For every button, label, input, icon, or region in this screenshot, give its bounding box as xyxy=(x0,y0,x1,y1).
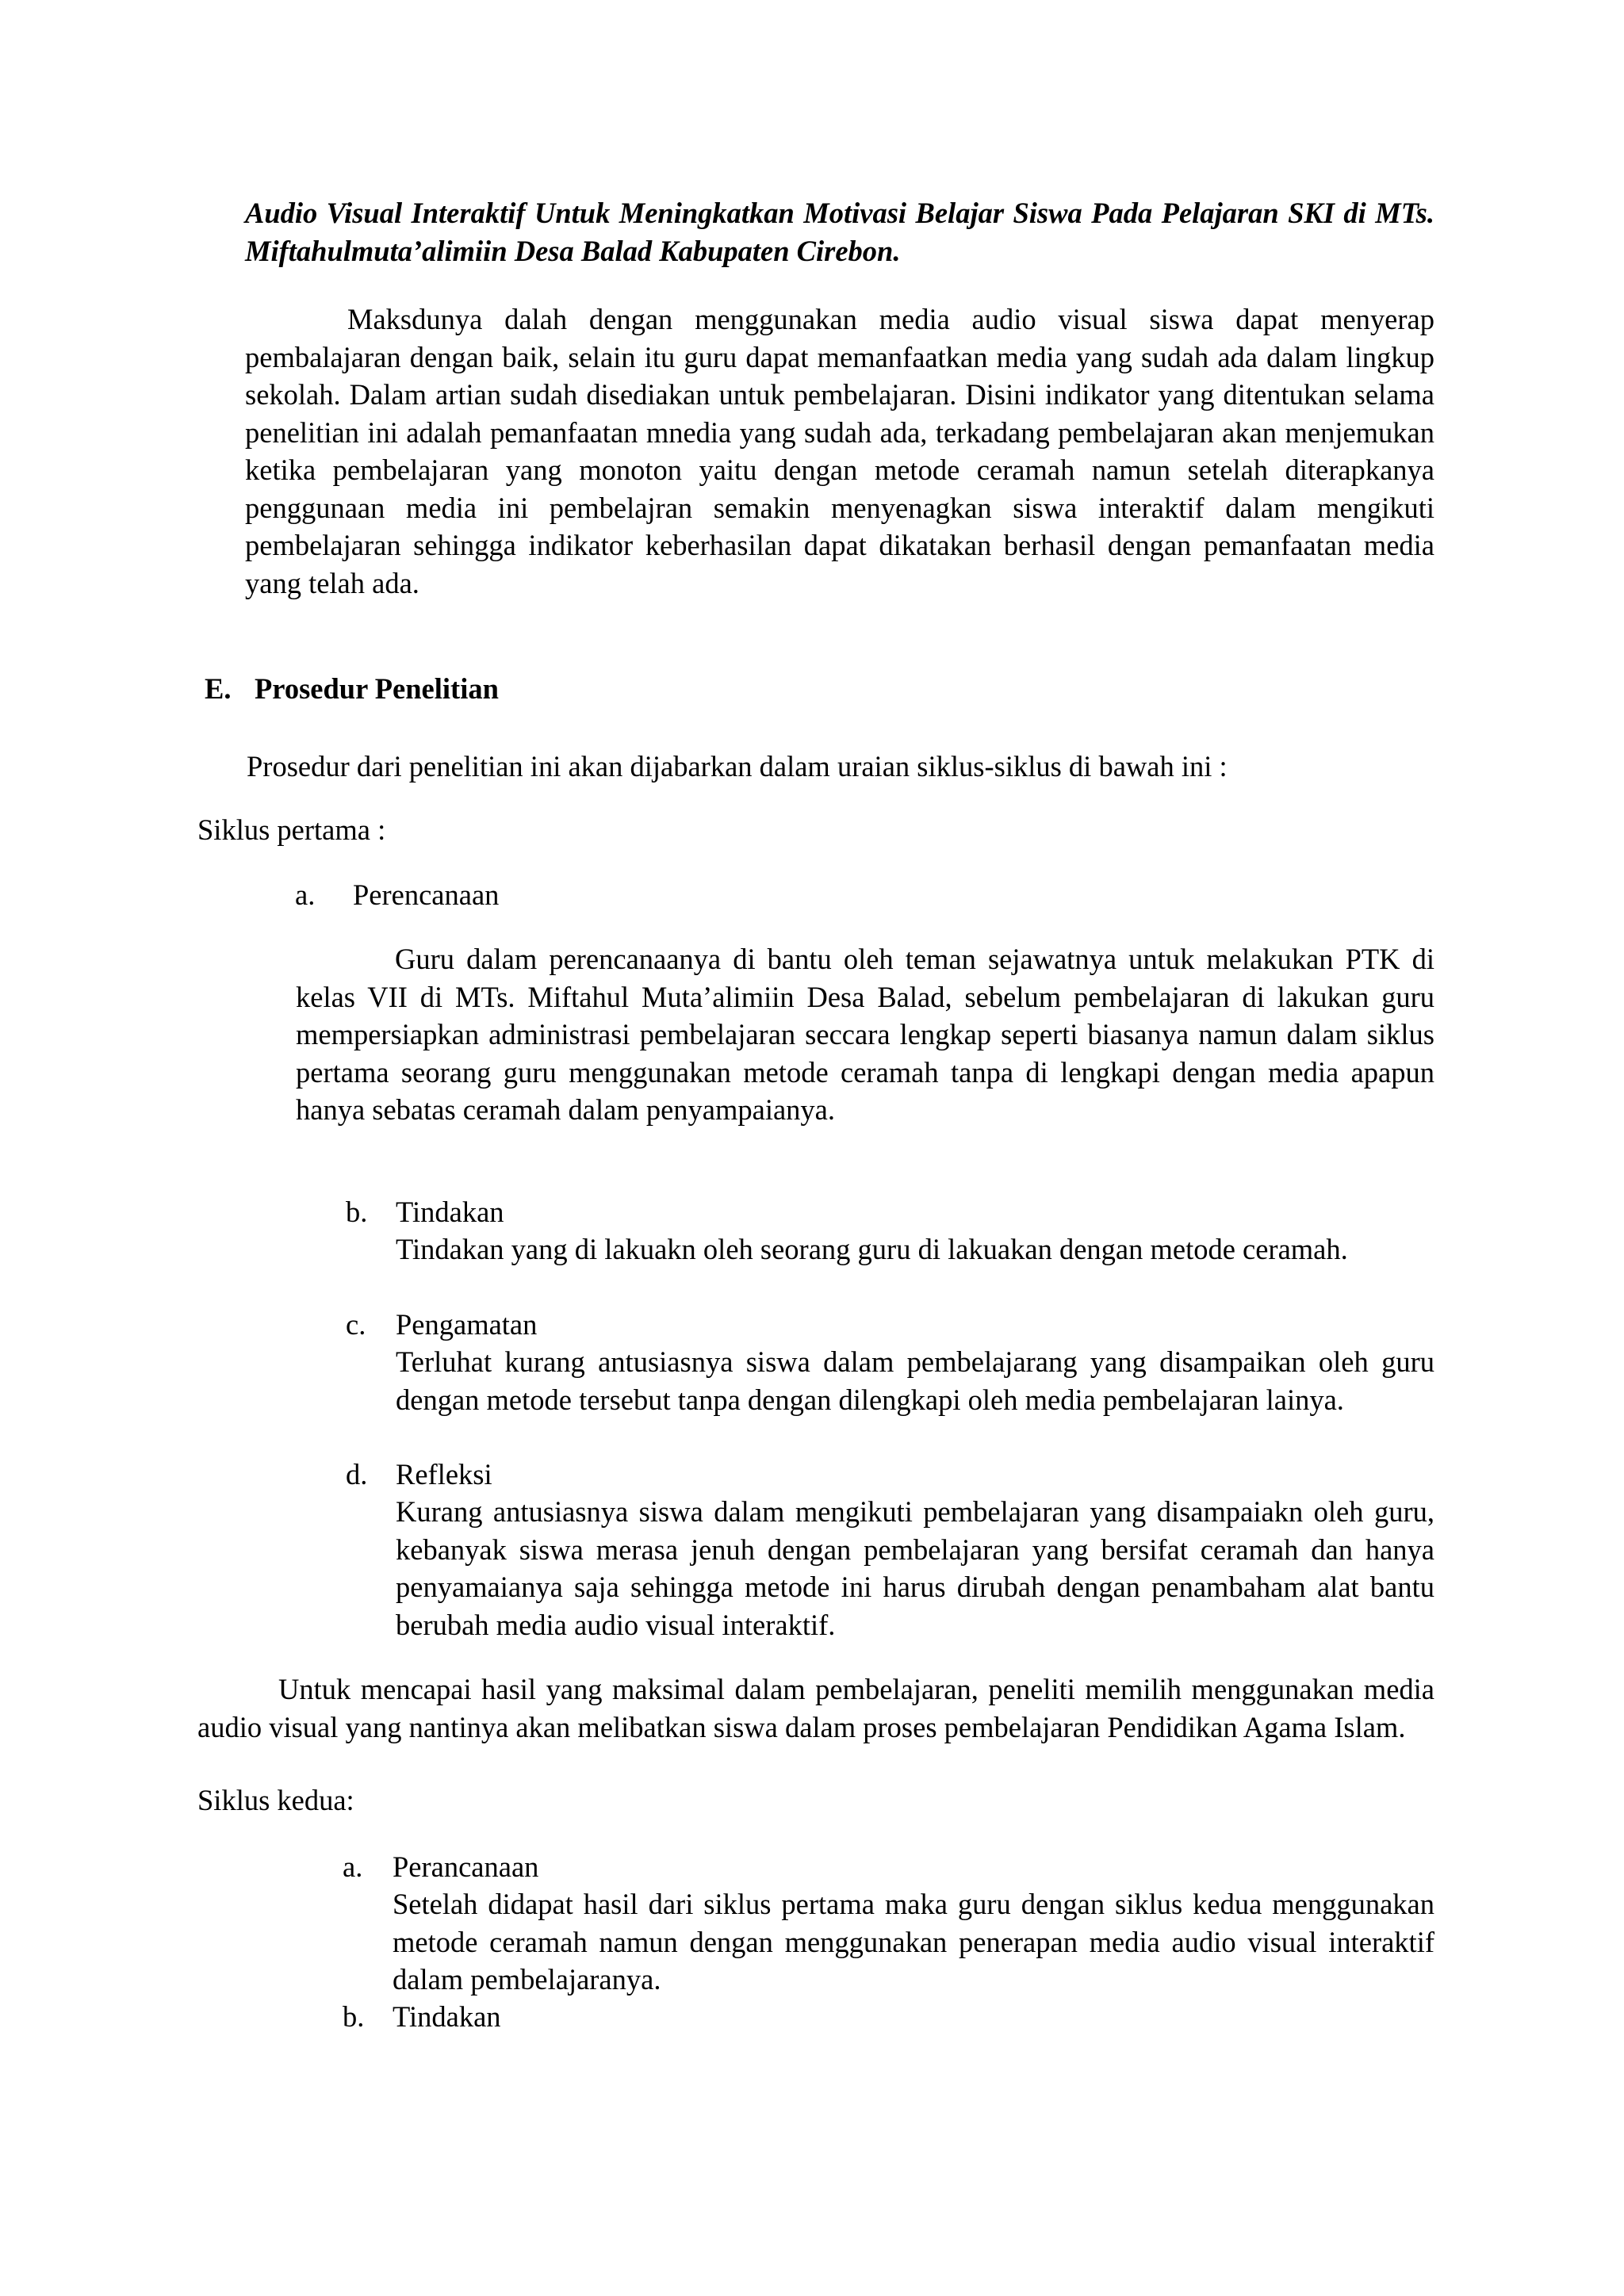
list-marker: d. xyxy=(346,1458,368,1490)
list-item-title: Tindakan xyxy=(393,2000,501,2033)
list-item-title: Refleksi xyxy=(396,1458,492,1490)
list-item-title: Perancanaan xyxy=(393,1850,539,1883)
cycle-one-label: Siklus pertama : xyxy=(197,813,386,846)
title-continuation: Audio Visual Interaktif Untuk Meningkatkan Motivasi Belajar Siswa Pada Pelajaran SKI di MTs. Miftahulmuta’alimiin Desa Balad Kabupaten Cirebon. xyxy=(245,197,1434,267)
list-marker: a. xyxy=(343,1850,363,1883)
cycle-one-item-b-body: Tindakan yang di lakuakn oleh seorang guru di lakuakan dengan metode ceramah. xyxy=(396,1233,1348,1265)
cycle-one-item-d-body: Kurang antusiasnya siswa dalam mengikuti pembelajaran yang disampaiakn oleh guru, kebanyak siswa merasa jenuh dengan pembelajaran yang bersifat ceramah dan hanya penyamaianya saja sehingga metode ini harus dirubah dengan penambaham alat bantu berubah media audio visual interaktif. xyxy=(396,1495,1434,1641)
intro-paragraph: Maksdunya dalah dengan menggunakan media audio visual siswa dapat menyerap pembalajaran dengan baik, selain itu guru dapat memanfaatkan media yang sudah ada dalam lingkup sekolah. Dalam artian sudah disediakan untuk pembelajaran. Disini indikator yang ditentukan selama penelitian ini adalah pemanfaatan mnedia yang sudah ada, terkadang pembelajaran akan menjemukan ketika pembelajaran yang monoton yaitu dengan metode ceramah namun setelah diterapkanya penggunaan media ini pembelajran semakin menyenagkan siswa interaktif dalam mengikuti pembelajaran sehingga indikator keberhasilan dapat dikatakan berhasil dengan pemanfaatan media yang telah ada. xyxy=(245,303,1434,599)
section-heading xyxy=(205,670,1434,708)
cycle-one-item-a-body: Guru dalam perencanaanya di bantu oleh teman sejawatnya untuk melakukan PTK di kelas VII di MTs. Miftahul Muta’alimiin Desa Balad, sebelum pembelajaran di lakukan guru mempersiapkan administrasi pembelajaran seccara lengkap seperti biasanya namun dalam siklus pertama seorang guru menggunakan metode ceramah tanpa di lengkapi dengan media apapun hanya sebatas ceramah dalam penyampaianya. xyxy=(296,943,1434,1126)
list-item-title: Tindakan xyxy=(396,1196,504,1228)
bridge-paragraph: Untuk mencapai hasil yang maksimal dalam pembelajaran, peneliti memilih menggunakan media audio visual yang nantinya akan melibatkan siswa dalam proses pembelajaran Pendidikan Agama Islam. xyxy=(197,1673,1434,1743)
list-item-title: Perencanaan xyxy=(353,878,500,911)
cycle-one-item-c-body: Terluhat kurang antusiasnya siswa dalam pembelajarang yang disampaikan oleh guru dengan metode tersebut tanpa dengan dilengkapi oleh media pembelajaran lainya. xyxy=(396,1345,1434,1416)
cycle-two-label: Siklus kedua: xyxy=(197,1784,354,1816)
list-marker: b. xyxy=(346,1196,368,1228)
list-item-title: Pengamatan xyxy=(396,1308,538,1341)
list-marker: b. xyxy=(343,2000,365,2033)
section-intro: Prosedur dari penelitian ini akan dijabarkan dalam uraian siklus-siklus di bawah ini : xyxy=(247,750,1228,783)
list-marker: a. xyxy=(295,878,316,911)
section-marker: E. xyxy=(205,672,232,705)
cycle-two-item-a-body: Setelah didapat hasil dari siklus pertama maka guru dengan siklus kedua menggunakan metode ceramah namun dengan menggunakan penerapan media audio visual interaktif dalam pembelajaranya. xyxy=(393,1888,1434,1996)
section-title: Prosedur Penelitian xyxy=(255,672,499,705)
list-marker: c. xyxy=(346,1308,366,1341)
